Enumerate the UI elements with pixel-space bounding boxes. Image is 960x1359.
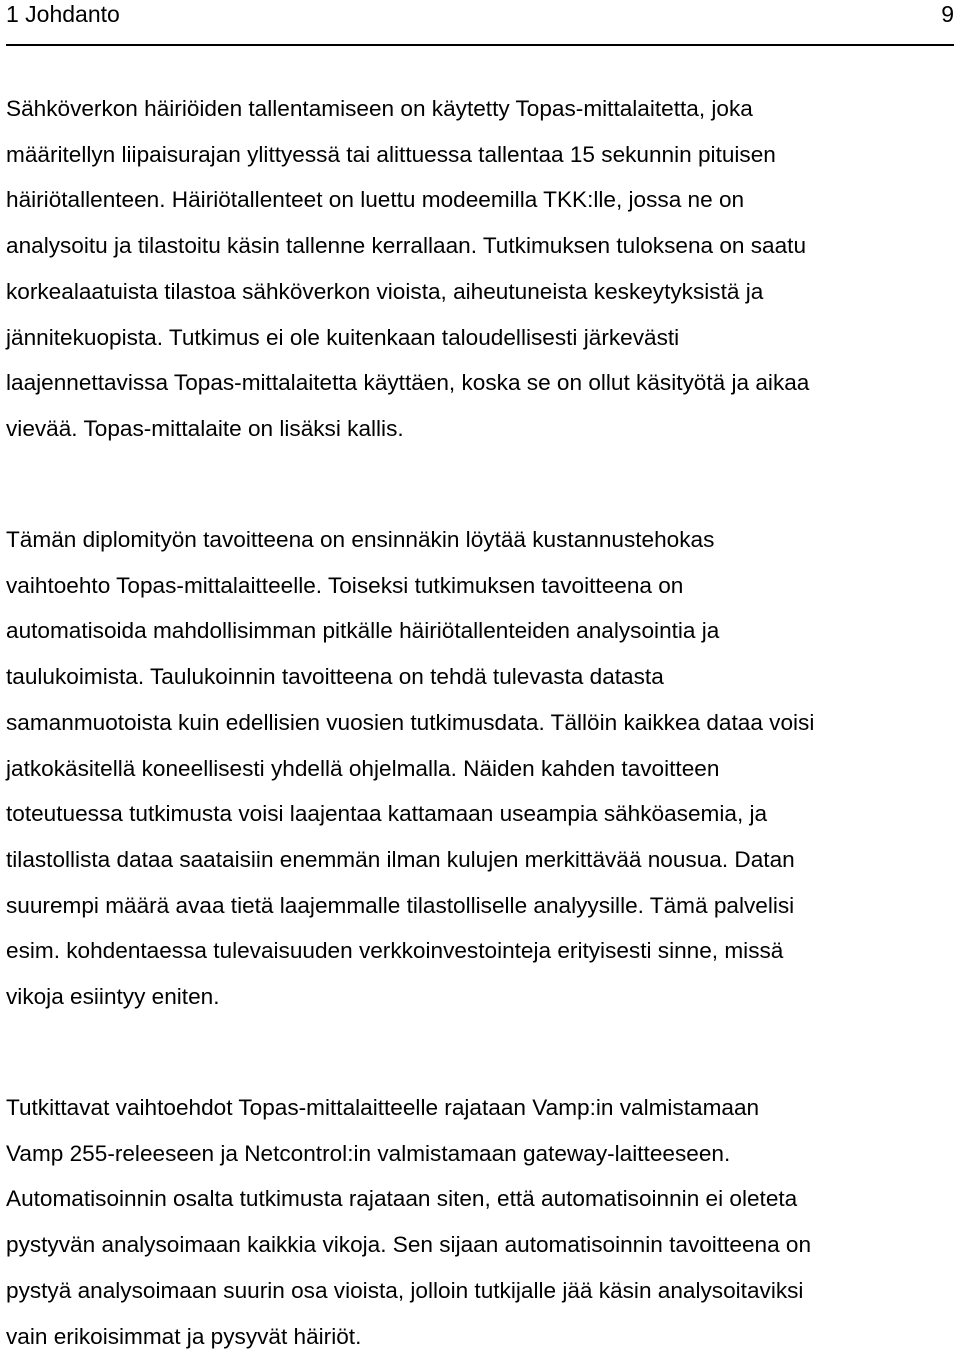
text-line: määritellyn liipaisurajan ylittyessä tai alittuessa tallentaa 15 sekunnin pituisen	[6, 141, 776, 167]
header-divider	[6, 44, 954, 46]
text-line: pystyvän analysoimaan kaikkia vikoja. Sen sijaan automatisoinnin tavoitteena on	[6, 1232, 812, 1258]
paragraph-1	[6, 86, 956, 452]
text-line: korkealaatuista tilastoa sähköverkon vioista, aiheutuneista keskeytyksistä ja	[6, 278, 764, 304]
text-line: Vamp 255-releeseen ja Netcontrol:in valmistamaan gateway-laitteeseen.	[6, 1140, 731, 1166]
text-line: analysoitu ja tilastoitu käsin tallenne kerrallaan. Tutkimuksen tuloksena on saatu	[6, 233, 807, 259]
page-header	[6, 0, 954, 46]
text-line: vievää. Topas-mittalaite on lisäksi kallis.	[6, 415, 404, 441]
text-line: vain erikoisimmat ja pysyvät häiriöt.	[6, 1323, 362, 1349]
text-line: taulukoimista. Taulukoinnin tavoitteena on tehdä tulevasta datasta	[6, 664, 664, 690]
text-line: Automatisoinnin osalta tutkimusta rajataan siten, että automatisoinnin ei oleteta	[6, 1186, 798, 1212]
paragraph-3	[6, 1085, 956, 1359]
text-line: Tämän diplomityön tavoitteena on ensinnäkin löytää kustannustehokas	[6, 527, 715, 552]
text-line: Tutkittavat vaihtoehdot Topas-mittalaitteelle rajataan Vamp:in valmistamaan	[6, 1095, 760, 1120]
text-line: vikoja esiintyy eniten.	[6, 984, 220, 1010]
text-line: suurempi määrä avaa tietä laajemmalle tilastolliselle analyysille. Tämä palvelisi	[6, 892, 795, 918]
text-line: automatisoida mahdollisimman pitkälle häiriötallenteiden analysointia ja	[6, 618, 720, 644]
chapter-title: 1 Johdanto	[6, 1, 120, 27]
text-line: esim. kohdentaessa tulevaisuuden verkkoinvestointeja erityisesti sinne, missä	[6, 938, 784, 964]
text-line: toteutuessa tutkimusta voisi laajentaa kattamaan useampia sähköasemia, ja	[6, 801, 768, 827]
text-line: laajennettavissa Topas-mittalaitetta käyttäen, koska se on ollut käsityötä ja aikaa	[6, 370, 810, 396]
text-line: jännitekuopista. Tutkimus ei ole kuitenkaan taloudellisesti järkevästi	[6, 324, 680, 350]
paragraph-2	[6, 517, 956, 1020]
text-line: samanmuotoista kuin edellisien vuosien tutkimusdata. Tällöin kaikkea dataa voisi	[6, 709, 815, 735]
page-number: 9	[941, 1, 954, 27]
text-line: tilastollista dataa saataisiin enemmän ilman kulujen merkittävää nousua. Datan	[6, 846, 795, 872]
text-line: jatkokäsitellä koneellisesti yhdellä ohjelmalla. Näiden kahden tavoitteen	[6, 755, 720, 781]
text-line: vaihtoehto Topas-mittalaitteelle. Toiseksi tutkimuksen tavoitteena on	[6, 572, 684, 598]
text-line: pystyä analysoimaan suurin osa vioista, jolloin tutkijalle jää käsin analysoitaviksi	[6, 1277, 804, 1303]
text-line: Sähköverkon häiriöiden tallentamiseen on käytetty Topas-mittalaitetta, joka	[6, 96, 753, 121]
text-line: häiriötallenteen. Häiriötallenteet on luettu modeemilla TKK:lle, jossa ne on	[6, 187, 745, 213]
